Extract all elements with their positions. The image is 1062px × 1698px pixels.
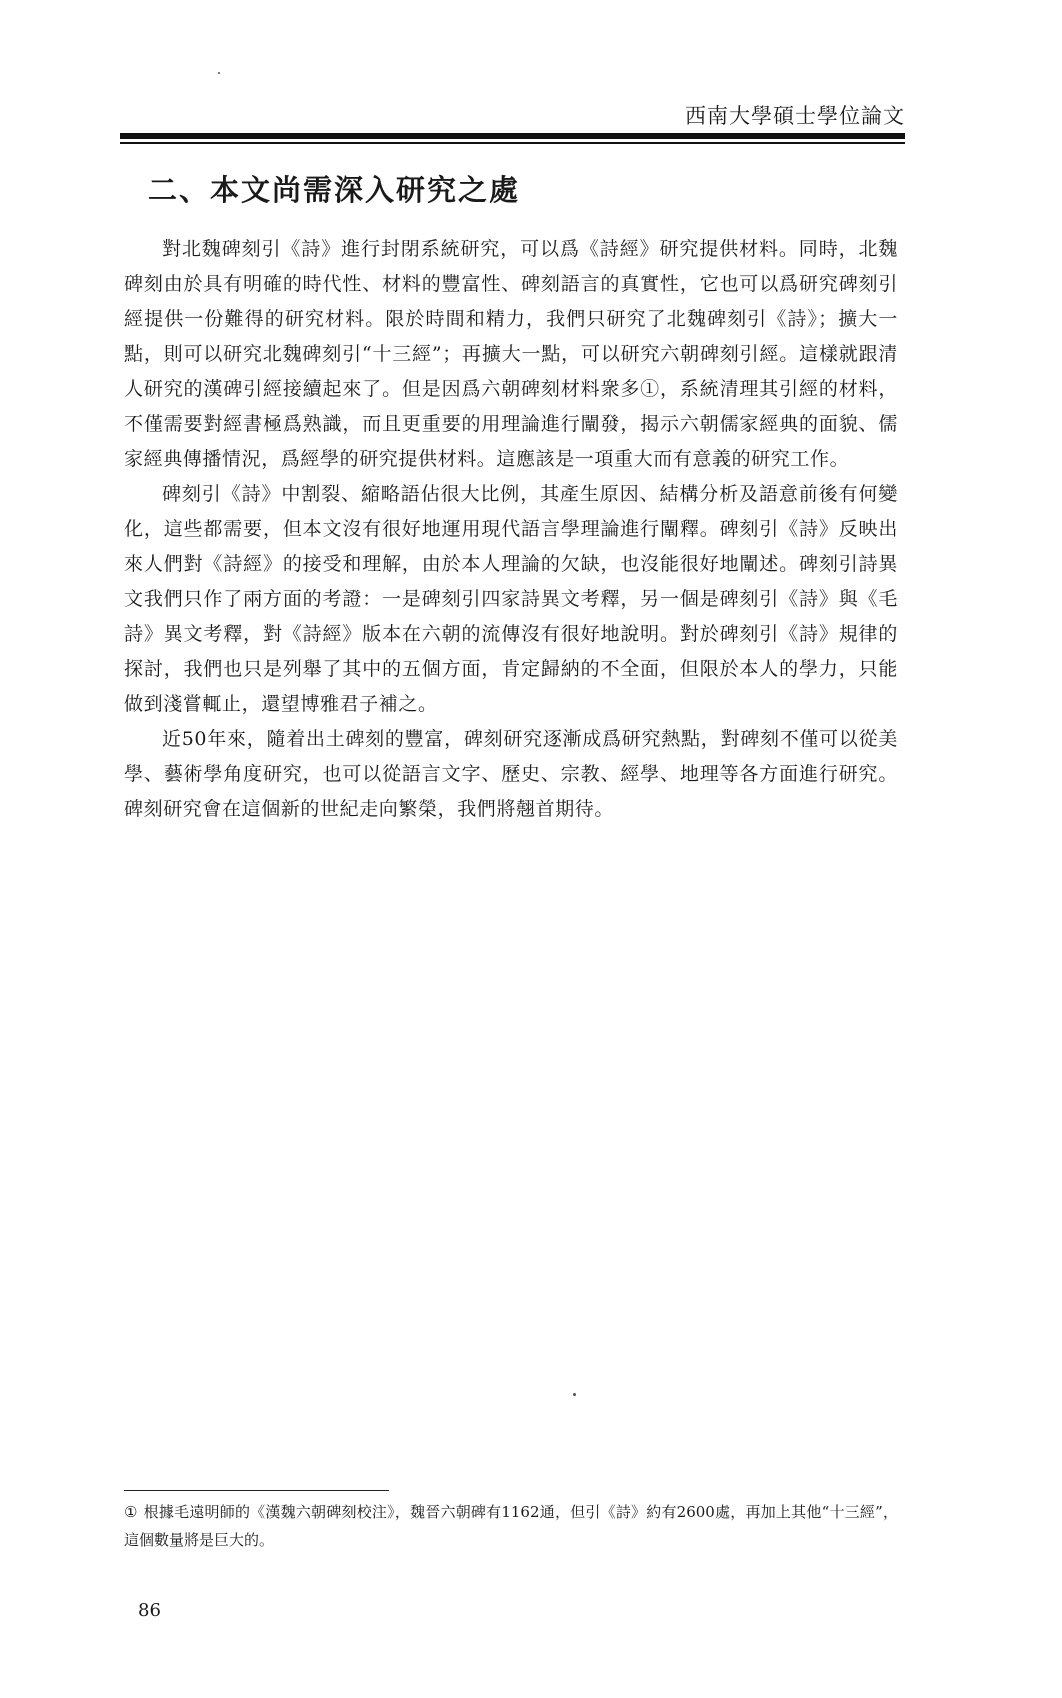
body-text bbox=[124, 232, 898, 827]
running-head: 西南大學碩士學位論文 bbox=[685, 104, 905, 128]
footnote-rule bbox=[124, 1490, 389, 1491]
section-title: 二、本文尚需深入研究之處 bbox=[148, 173, 521, 207]
paragraph-1: 對北魏碑刻引《詩》進行封閉系統研究，可以爲《詩經》研究提供材料。同時，北魏碑刻由於具有明確的時代性、材料的豐富性、碑刻語言的真實性，它也可以爲研究碑刻引經提供一份難得的研究材料。限於時間和精力，我們只研究了北魏碑刻引《詩》；擴大一點，則可以研究北魏碑刻引“十三經”；再擴大一點，可以研究六朝碑刻引經。這樣就跟清人研究的漢碑引經接續起來了。但是因爲六朝碑刻材料衆多①，系統清理其引經的材料，不僅需要對經書極爲熟識，而且更重要的用理論進行闡發，揭示六朝儒家經典的面貌、儒家經典傳播情況，爲經學的研究提供材料。這應該是一項重大而有意義的研究工作。 bbox=[124, 238, 898, 470]
footnote-text: 根據毛遠明師的《漢魏六朝碑刻校注》，魏晉六朝碑有1162通，但引《詩》約有2600處，再加上其他“十三經”，這個數量將是巨大的。 bbox=[124, 1503, 898, 1549]
header-rule-thin bbox=[120, 142, 905, 144]
page-number: 86 bbox=[138, 1600, 161, 1621]
footnote-marker: ① bbox=[124, 1503, 138, 1521]
scan-speck bbox=[218, 72, 220, 74]
header-rule-thick bbox=[120, 133, 905, 139]
paragraph-3: 近50年來，隨着出土碑刻的豐富，碑刻研究逐漸成爲研究熱點，對碑刻不僅可以從美學、藝術學角度研究，也可以從語言文字、歷史、宗教、經學、地理等各方面進行研究。碑刻研究會在這個新的世紀走向繁榮，我們將翹首期待。 bbox=[124, 728, 898, 820]
paragraph-2: 碑刻引《詩》中割裂、縮略語佔很大比例，其產生原因、結構分析及語意前後有何變化，這些都需要，但本文沒有很好地運用現代語言學理論進行闡釋。碑刻引《詩》反映出來人們對《詩經》的接受和理解，由於本人理論的欠缺，也沒能很好地闡述。碑刻引詩異文我們只作了兩方面的考證：一是碑刻引四家詩異文考釋，另一個是碑刻引《詩》與《毛詩》異文考釋，對《詩經》版本在六朝的流傳沒有很好地說明。對於碑刻引《詩》規律的探討，我們也只是列舉了其中的五個方面，肯定歸納的不全面，但限於本人的學力，只能做到淺嘗輒止，還望博雅君子補之。 bbox=[124, 483, 898, 715]
footnote bbox=[124, 1498, 898, 1554]
scan-speck bbox=[573, 1393, 576, 1396]
